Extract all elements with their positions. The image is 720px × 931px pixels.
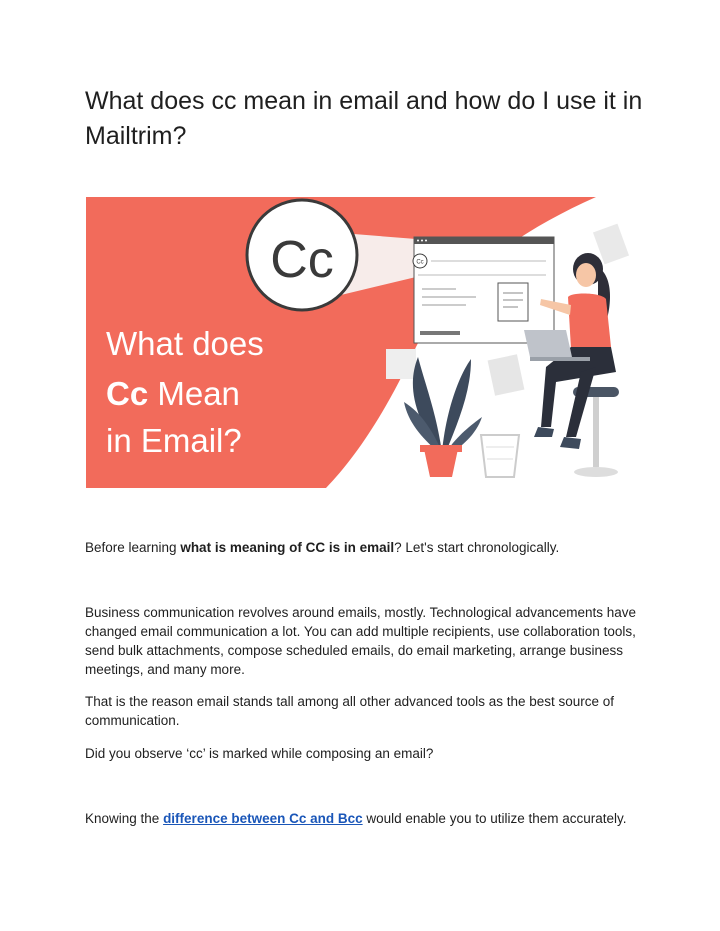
intro-text-after: ? Let's start chronologically. <box>394 540 560 555</box>
hero-heading-cc: Cc <box>106 375 149 412</box>
hero-heading-mean: Mean <box>148 375 240 412</box>
mini-cc-text: Cc <box>416 259 424 266</box>
page-title: What does cc mean in email and how do I use it in Mailtrim? <box>85 87 643 150</box>
intro-text-before: Before learning <box>85 540 181 555</box>
hero-illustration <box>86 197 632 488</box>
hero-heading-line3: in Email? <box>106 422 242 459</box>
paragraph-intro <box>85 538 645 557</box>
hero-heading-line1: What does <box>106 325 264 362</box>
svg-text:Cc Mean <box>106 375 240 412</box>
paragraph-knowing-difference <box>85 809 645 828</box>
email-window <box>413 237 554 343</box>
paragraph-business-communication: Business communication revolves around emails, mostly. Technological advancements have changed email communication a lot. You can add multiple recipients, use collaboration tools, send bulk attachments, compose scheduled emails, do email marketing, arrange business meetings, and many more. <box>85 605 637 677</box>
knowing-text-before: Knowing the <box>85 811 164 826</box>
intro-bold-phrase: what is meaning of CC is in email <box>180 540 395 555</box>
paragraph-cc-question: Did you observe ‘cc’ is marked while composing an email? <box>85 746 434 761</box>
paragraph-email-stands-tall: That is the reason email stands tall among all other advanced tools as the best source of communication. <box>85 694 615 728</box>
cc-circle-text: Cc <box>270 231 334 289</box>
knowing-text-after: would enable you to utilize them accurately. <box>362 811 627 826</box>
cc-bcc-difference-link[interactable]: difference between Cc and Bcc <box>163 811 363 826</box>
